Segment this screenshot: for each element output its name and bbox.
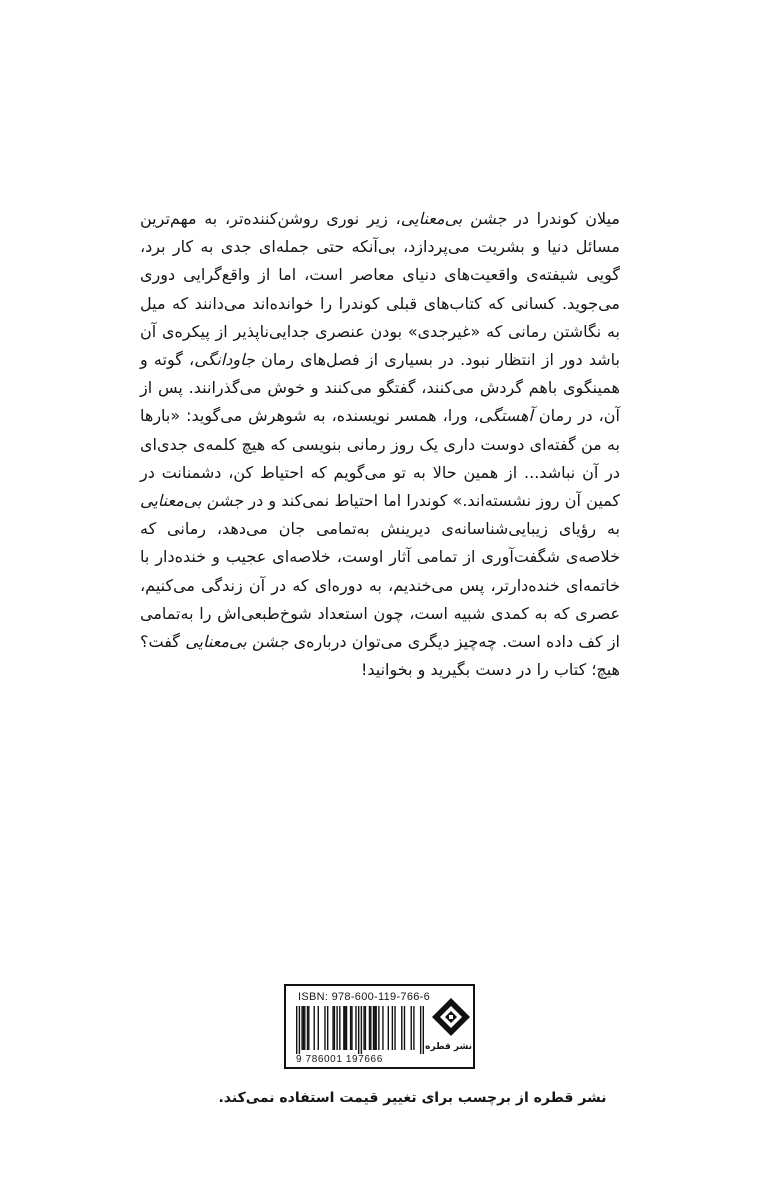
barcode-bar bbox=[411, 1006, 412, 1050]
barcode-icon bbox=[296, 1006, 424, 1054]
barcode-bar bbox=[369, 1006, 370, 1050]
barcode-bar bbox=[382, 1006, 383, 1050]
barcode-bar bbox=[299, 1006, 300, 1054]
book-title-mention: جشن بی‌معنایی bbox=[185, 632, 289, 652]
barcode-bar bbox=[370, 1006, 371, 1050]
isbn-label: ISBN: 978-600-119-766-6 bbox=[298, 991, 431, 1003]
barcode-bar bbox=[375, 1006, 376, 1050]
publisher-logo-label: نشر قطره bbox=[425, 1042, 472, 1052]
barcode-panel bbox=[284, 984, 475, 1069]
barcode-bar bbox=[304, 1006, 305, 1050]
barcode-bar bbox=[365, 1006, 366, 1050]
blurb-part: میلان کوندرا در bbox=[506, 209, 620, 228]
barcode-bar bbox=[392, 1006, 393, 1050]
barcode-bar bbox=[327, 1006, 328, 1050]
barcode-bar bbox=[388, 1006, 389, 1050]
blurb-part: گفت؟ هیچ؛ کتاب را در دست بگیرید و بخوانید! bbox=[140, 632, 620, 680]
barcode-bar bbox=[336, 1006, 337, 1050]
barcode-bar bbox=[303, 1006, 304, 1050]
barcode-bar bbox=[355, 1006, 356, 1050]
blurb-part: ، زیر نوری روشن‌کننده‌تر، به مهم‌ترین مسائل دنیا و بشریت می‌پردازد، بی‌آنکه حتی جمله‌ای جدی به کار برد، گویی شیفته‌ی واقعیت‌های دنیای معاصر است، اما از واقع‌گرایی دوری می‌جوید. کسانی که کتاب‌های قبلی کوندرا را خوانده‌اند می‌دانند که میل به نگاشتن رمانی که «غیرجدی» بودن عنصری جدایی‌ناپذیر از پیکره‌ی آن باشد دور از انتظار نبود. در بسیاری از فصل‌های رمان bbox=[140, 209, 620, 370]
barcode-bar bbox=[296, 1006, 297, 1054]
barcode-bar bbox=[420, 1006, 421, 1054]
barcode-bar bbox=[361, 1006, 362, 1054]
blurb-part: به رؤیای زیبایی‌شناسانه‌ی دیرینش به‌تمامی جان می‌دهد، رمانی که خلاصه‌ی شگفت‌آوری از تمامی آثار اوست، خلاصه‌ای عجیب و خنده‌دار با خاتمه‌ای خنده‌دارتر، پس می‌خندیم، به دوره‌ای که در آن زندگی می‌کنیم، عصری که به کمدی شبیه است، چون استعداد شوخ‌طبعی‌اش را به‌تمامی از کف داده است. چه‌چیز دیگری می‌توان درباره‌ی bbox=[140, 519, 621, 652]
barcode-bar bbox=[350, 1006, 351, 1050]
barcode-bar bbox=[358, 1006, 359, 1054]
barcode-bar bbox=[343, 1006, 344, 1050]
book-title-mention: جشن بی‌معنایی bbox=[400, 209, 507, 228]
barcode-bar bbox=[404, 1006, 405, 1050]
barcode-bar bbox=[394, 1006, 395, 1050]
barcode-bar bbox=[363, 1006, 364, 1050]
ean-digits: 9 786001 197666 bbox=[296, 1054, 383, 1065]
barcode-bar bbox=[413, 1006, 414, 1050]
book-title-mention: آهستگی bbox=[478, 406, 533, 426]
barcode-bar bbox=[318, 1006, 319, 1050]
barcode-bar bbox=[345, 1006, 346, 1050]
barcode-bar bbox=[308, 1006, 309, 1050]
barcode-bar bbox=[373, 1006, 374, 1050]
book-title-mention: جشن بی‌معنایی bbox=[140, 491, 244, 511]
barcode-bar bbox=[307, 1006, 308, 1050]
barcode-bar bbox=[378, 1006, 379, 1050]
barcode-bar bbox=[346, 1006, 347, 1050]
barcode-bar bbox=[401, 1006, 402, 1050]
publisher-logo bbox=[425, 996, 472, 1060]
barcode-bar bbox=[374, 1006, 375, 1050]
barcode-bar bbox=[314, 1006, 315, 1050]
barcode-bar bbox=[301, 1006, 302, 1050]
barcode-bar bbox=[332, 1006, 333, 1050]
ghatreh-logo-icon bbox=[430, 996, 472, 1040]
book-title-mention: جاودانگی bbox=[194, 350, 255, 370]
back-cover-blurb bbox=[140, 205, 620, 684]
price-sticker-note: نشر قطره از برچسب برای تغییر قیمت استفاده نمی‌کند. bbox=[218, 1090, 607, 1106]
blurb-part: ، ورا، همسر نویسنده، به شوهرش می‌گوید: «بارها به من گفته‌ای دوست داری یک روز رمانی بنویسی که هیچ کلمه‌ی جدی‌ای در آن نباشد... از همین حالا به تو می‌گویم که احتیاط کن، دشمنانت در کمین آن روز نشسته‌اند.» کوندرا اما احتیاط نمی‌کند و در bbox=[140, 406, 621, 511]
barcode-bar bbox=[324, 1006, 325, 1050]
blurb-part: ، گوته و همینگوی باهم گردش می‌کنند، گفتگو می‌کنند و خوش می‌گذرانند. پس از آن، در رمان bbox=[140, 350, 621, 426]
barcode-bar bbox=[334, 1006, 335, 1050]
barcode-bar bbox=[423, 1006, 424, 1054]
barcode-bar bbox=[351, 1006, 352, 1050]
barcode-bar bbox=[339, 1006, 340, 1050]
